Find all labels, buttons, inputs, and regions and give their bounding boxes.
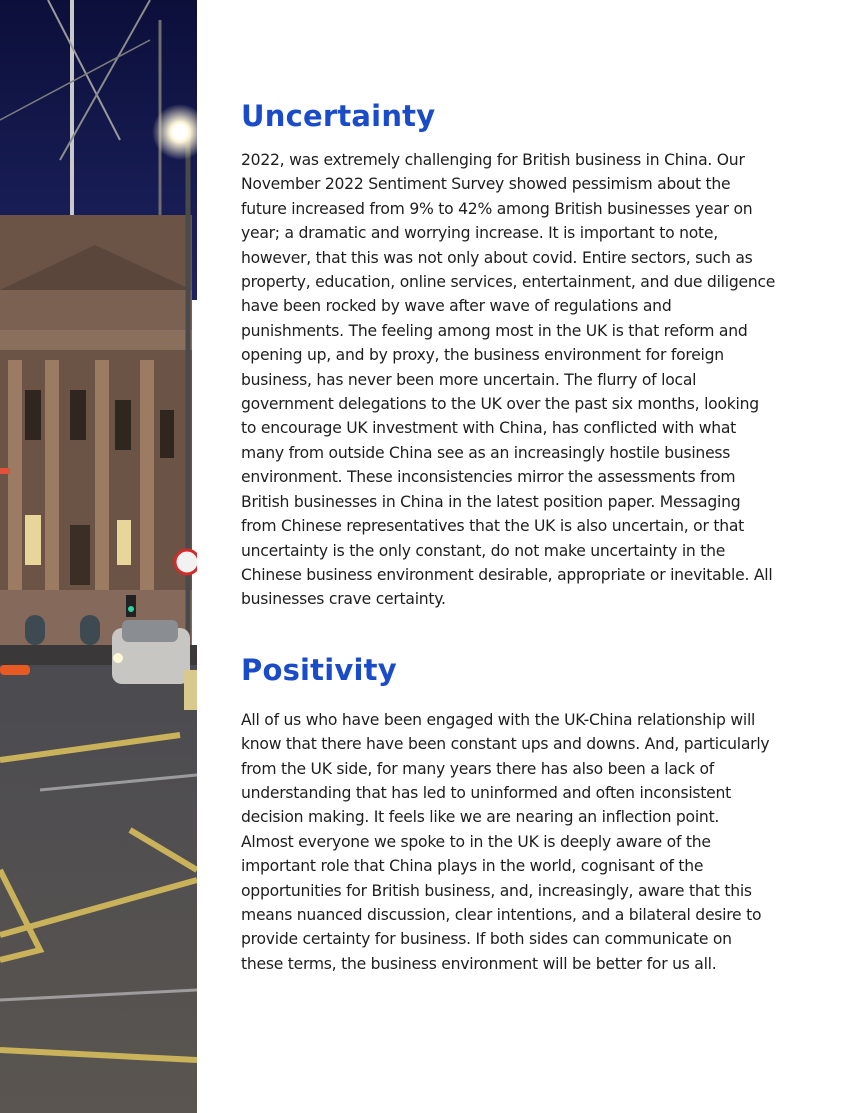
article-body	[241, 96, 801, 976]
section-uncertainty	[241, 96, 801, 612]
text-line: from the UK side, for many years there has also been a lack of	[241, 759, 714, 778]
text-line: future increased from 9% to 42% among British businesses year on	[241, 199, 753, 218]
text-line: businesses crave certainty.	[241, 590, 446, 609]
text-line: punishments. The feeling among most in the UK is that reform and	[241, 321, 748, 340]
text-line: environment. These inconsistencies mirror the assessments from	[241, 468, 736, 487]
text-line: 2022, was extremely challenging for British business in China. Our	[241, 151, 745, 169]
text-line: decision making. It feels like we are nearing an inflection point.	[241, 808, 720, 827]
text-line: means nuanced discussion, clear intentions, and a bilateral desire to	[241, 905, 762, 924]
text-line: Almost everyone we spoke to in the UK is deeply aware of the	[241, 832, 711, 851]
text-line: important role that China plays in the world, cognisant of the	[241, 857, 704, 876]
text-line: these terms, the business environment will be better for us all.	[241, 954, 717, 973]
text-line: know that there have been constant ups and downs. And, particularly	[241, 735, 770, 754]
section-paragraph-uncertainty	[241, 148, 801, 612]
text-line: uncertainty is the only constant, do not make uncertainty in the	[241, 541, 726, 560]
text-line: government delegations to the UK over the past six months, looking	[241, 395, 759, 414]
text-line: have been rocked by wave after wave of regulations and	[241, 297, 672, 316]
section-paragraph-positivity	[241, 708, 801, 976]
text-line: many from outside China see as an increasingly hostile business	[241, 443, 731, 462]
text-line: to encourage UK investment with China, has conflicted with what	[241, 419, 737, 438]
text-line: provide certainty for business. If both sides can communicate on	[241, 930, 732, 949]
text-line: opportunities for British business, and, increasingly, aware that this	[241, 881, 752, 900]
section-heading-uncertainty: Uncertainty	[241, 99, 436, 133]
text-line: from Chinese representatives that the UK is also uncertain, or that	[241, 517, 745, 536]
text-line: Chinese business environment desirable, appropriate or inevitable. All	[241, 565, 773, 584]
text-line: British businesses in China in the latest position paper. Messaging	[241, 492, 741, 511]
text-line: however, that this was not only about covid. Entire sectors, such as	[241, 248, 753, 267]
text-line: business, has never been more uncertain. The flurry of local	[241, 370, 697, 389]
text-line: All of us who have been engaged with the UK-China relationship will	[241, 710, 756, 729]
text-line: November 2022 Sentiment Survey showed pessimism about the	[241, 175, 731, 194]
text-line: year; a dramatic and worrying increase. It is important to note,	[241, 224, 718, 243]
text-line: understanding that has led to uninformed and often inconsistent	[241, 783, 731, 802]
section-heading-positivity: Positivity	[241, 652, 397, 687]
street-night-photo	[0, 0, 197, 1113]
section-positivity	[241, 650, 801, 976]
text-line: property, education, online services, entertainment, and due diligence	[241, 273, 776, 292]
text-line: opening up, and by proxy, the business environment for foreign	[241, 346, 724, 365]
